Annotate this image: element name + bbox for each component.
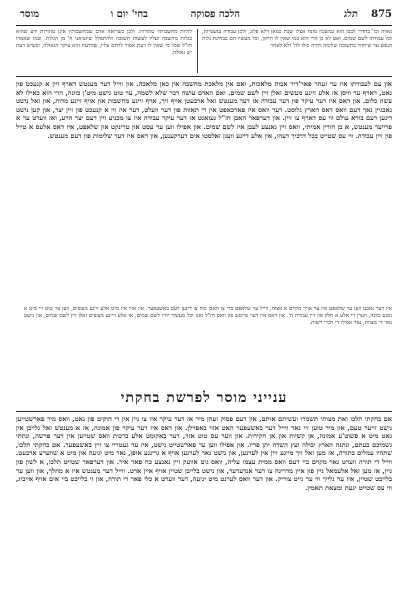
column-separator xyxy=(197,29,198,73)
section-rule xyxy=(16,76,392,77)
book-title: מוסר xyxy=(20,9,40,20)
book-page xyxy=(10,8,398,592)
heading-rule xyxy=(16,411,392,412)
running-title: הלכה פסוקה xyxy=(190,9,240,20)
main-text-block: און עם לעבודתו איז ער זעהר פאר'דיר אבות מלאכות, ואם אין מלאכת מחשבה אין כאן מלאכה. און ווייל דער מענטש דארף זיין א קנעכט פון גאט, דארף ער וויסן אז אלע זיינע מעשים זאלן זיין לשם שמים. ואם האדם עושה דבר שלא לשמה, ער טוט נישט מיט'ן כוונה, הרי הוא כאילו לא עשה כלום. און דאס איז דער עיקר פון דער עבודה אז דער מענטש זאל ארבעטן אויף זיך, אויף זיינע מחשבות און אויף זיינע מדות, און זאל נישט נאכגיין נאך דעם וואס דאס הארץ גלוסט. דער וואס איז פארכאפט אין די תאוות פון דער וועלט, דער איז ווי א קנעכט פון זיין יצר, און קען נישט דינען דעם בורא עולם ווי עס דארף צו זיין. און דערפאר האבן חז"ל געזאגט אז דער עיקר עבודה איז צו מכניע זיין דעם יצר הרע, ואז ווערט ער א פרייער מענטש, א בן חורין אמיתי, וואס זיין גאנצע לעבן איז לשם שמים. און אפילו ווען ער עסט און טרינקט און שלאפט, איז דאס אלעס א טייל פון זיין עבודה. ווי עס שטייט בכל דרכיך דעהו, אין אלע דיינע וועגן זאלסטו אים דערקענען, און דאס איז דער שלימות פון דעם מענטש. xyxy=(16,80,392,140)
secondary-text-block: אין דער נאכט ווען ער שלאפט איז ער אויך מקיים א מצוה, ווייל ער שלאפט כדי צו האבן כוח צו דינען דעם באשעפער. און אזוי איז מיט אלע זיינע מעשים, ווען ער טוט זיי מיט א גוטע כוונה, ווערן זיי אלע א חלק פון זיין עבודת ה'. און דאס איז דער טייטש פון וואס חז"ל זאגן וכל מעשיך יהיו לשם שמים, אז אלע דיינע מעשים זאלן זיין לשם שמים, און נישט נאר די מצוות, נאר אפילו די דברי רשות. xyxy=(24,306,392,326)
header-rule xyxy=(16,25,392,26)
page-number: 875 xyxy=(371,9,392,20)
top-left-text-block: להיות מחשבותיו טהורות. ולכן כשרואה אדם שמחשבותיו אינן טהורות ידע שהוא בגלות מחשבה ועליו לעשות תשובה ולהתפלל שיוציאנו ה' מן הגלות. וכמו שאמרו חז"ל שכל מי שאין לו דעת אסור לרחם עליו, שהדעת הוא עיקר הגאולה, וכשיש דעת יש גאולה. xyxy=(16,29,192,56)
section-title: בחי' יום ו xyxy=(110,9,148,20)
hebrew-page-number: תלג xyxy=(343,9,358,20)
musar-text-block: אם בחקתי תלכו ואת מצותי תשמרו ועשיתם אותם, אין דעם פסוק זעהן מיר אז דער עיקר איז צו גיין אין די חוקים פון גאט, וואס מיר פארשטייען נישט זייער טעם, און מיר טוען זיי נאר ווייל דער באשעפער האט אזוי באפוילן. און דאס איז דער עיקר פון אמונה, אז א מענטש זאל גלייבן אין גאט מיט א פשוט'ע אמונה, אן קשיות און אן חקירות. און ווער עס טוט אזוי, דער באקומט אלע ברכות וואס שטייען אין דער פרשה, ונתתי גשמיכם בעתם, ונתנה הארץ יבולה ועץ השדה יתן פריו. און אפילו ווען ער פארשטייט נישט, איז ער געטריי צו זיין באשעפער. אם בחקתי תלכו, שתהיו עמלים בתורה, אז מען זאל זיך מייגע זיין אין לערנען, און נישט נאר לערנען אויף א גרינגע אופן, נאר מיט יגיעה און מיט א שווערע ארבעט. ווייל די תורה ווערט נאר מקוים ביי דעם וואס ממית עצמו עליה, וואס גיט אוועק זיין גאנצע כח פאר איר. און דערפאר שטייט תלכו, א לשון פון גיין, אז מען זאל אלעמאל גיין פון איין מדריגה צו דער אנדערער, און נישט בלייבן שטיין אויף איין ארט. ווייל דער מענטש איז א מהלך, און ווען ער בלייבט שטיין, איז ער גלייך ווי ער גייט צוריק. און דער וואס לערנט מיט יגיעה, דער ווערט א כלי פאר די תורה, און זי בלייבט ביי אים אויף אייביג, ווי עס שטייט יגעת ומצאת תאמין. xyxy=(16,415,392,492)
top-right-text-block: גאווה וכו' בחדרי לבבו הוא כמשכון מונח אצלו שבת כמאן דלא פלוג, ולכן עבודה בגשמיות, וכל עבודתו לשם שמים. ואם לא כן הרי הוא כמי שאין לו תיקון, וכל מעשיו הם בבחינת גלות הנפש עד שיחזור בתשובה שלימה ויהיה כולו לה' ולא לאחר xyxy=(202,29,392,49)
section-heading: ענייני מוסר לפרשת בחקתי xyxy=(120,390,288,406)
page-header xyxy=(16,8,392,24)
